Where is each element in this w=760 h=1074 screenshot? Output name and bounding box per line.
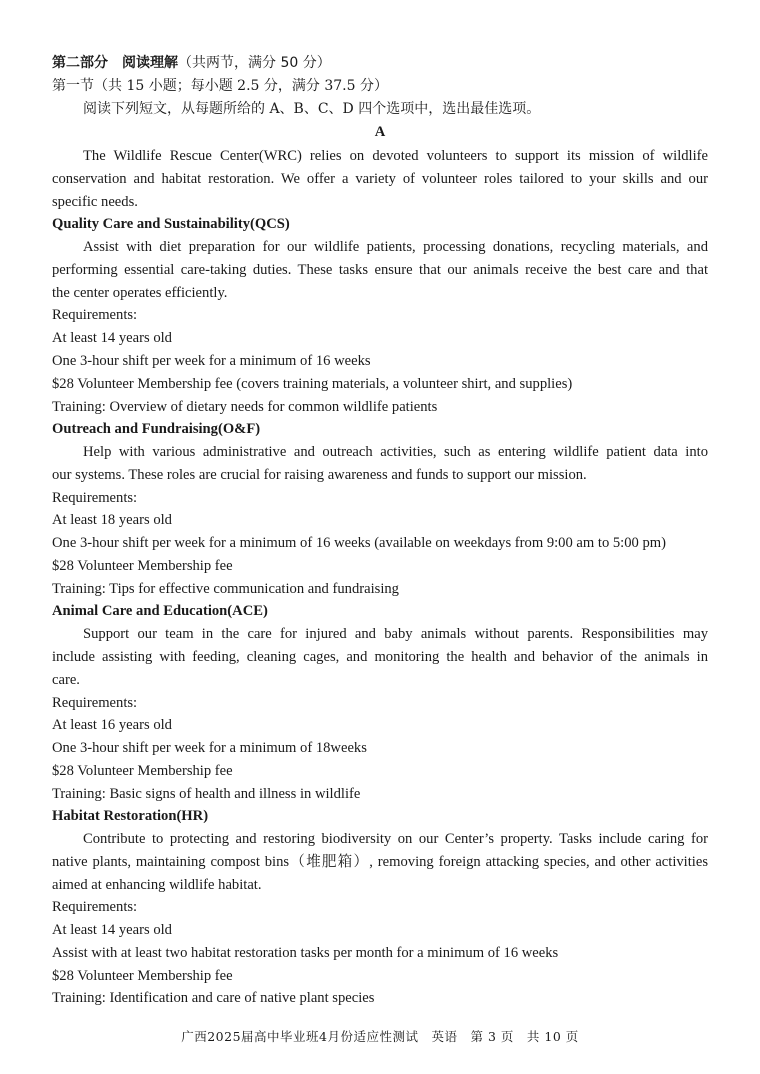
role-heading: Habitat Restoration(HR) <box>52 808 209 824</box>
role-desc-line: native plants, maintaining compost bins（堆肥箱）, removing foreign attacking species, and other activities <box>52 854 708 870</box>
role-heading: Animal Care and Education(ACE) <box>52 603 268 619</box>
requirement-item: At least 14 years old <box>52 922 172 938</box>
requirement-item: Training: Tips for effective communication and fundraising <box>52 581 399 597</box>
requirement-item: $28 Volunteer Membership fee (covers training materials, a volunteer shirt, and supplies) <box>52 376 573 392</box>
role-desc-line: Support our team in the care for injured and baby animals without parents. Responsibilities may <box>83 626 708 642</box>
requirements-label: Requirements: <box>52 307 138 323</box>
requirement-item: At least 18 years old <box>52 512 172 528</box>
role-desc-line: our systems. These roles are crucial for raising awareness and funds to support our mission. <box>52 467 587 483</box>
instruction: 阅读下列短文，从每题所给的 A、B、C、D 四个选项中，选出最佳选项。 <box>83 101 541 117</box>
passage-label: A <box>374 124 386 140</box>
requirement-item: $28 Volunteer Membership fee <box>52 558 233 574</box>
intro-line: conservation and habitat restoration. We offer a variety of volunteer roles tailored to your skills and our <box>52 171 708 187</box>
role-desc-line: performing essential care-taking duties. These tasks ensure that our animals receive the best care and that <box>52 262 708 278</box>
requirement-item: $28 Volunteer Membership fee <box>52 763 233 779</box>
role-desc-line: Contribute to protecting and restoring biodiversity on our Center’s property. Tasks include caring for <box>83 831 708 847</box>
role-desc-line: Assist with diet preparation for our wildlife patients, processing donations, recycling materials, and <box>83 239 708 255</box>
requirement-item: One 3-hour shift per week for a minimum of 18weeks <box>52 740 367 756</box>
requirement-item: Training: Basic signs of health and illness in wildlife <box>52 786 361 802</box>
role-desc-line: include assisting with feeding, cleaning cages, and monitoring the health and behavior of the animals in <box>52 649 708 665</box>
intro-line: The Wildlife Rescue Center(WRC) relies on devoted volunteers to support its mission of wildlife <box>83 148 708 164</box>
requirement-item: Training: Overview of dietary needs for common wildlife patients <box>52 399 438 415</box>
part-heading <box>52 52 708 75</box>
requirements-label: Requirements: <box>52 899 138 915</box>
role-heading: Outreach and Fundraising(O&F) <box>52 421 261 437</box>
requirement-item: Training: Identification and care of native plant species <box>52 990 375 1006</box>
section-heading: 第一节（共 15 小题；每小题 2.5 分，满分 37.5 分） <box>52 78 388 94</box>
requirement-item: Assist with at least two habitat restoration tasks per month for a minimum of 16 weeks <box>52 945 559 961</box>
part-title: 第二部分 阅读理解 <box>52 55 178 71</box>
requirement-item: One 3-hour shift per week for a minimum of 16 weeks (available on weekdays from 9:00 am to 5:00 pm) <box>52 535 666 551</box>
page-footer: 广西2025届高中毕业班4月份适应性测试 英语 第 3 页 共 10 页 <box>181 1029 579 1044</box>
role-desc-line: the center operates efficiently. <box>52 285 228 301</box>
requirement-item: $28 Volunteer Membership fee <box>52 968 233 984</box>
intro-line: specific needs. <box>52 194 138 210</box>
requirement-item: At least 16 years old <box>52 717 172 733</box>
requirement-item: One 3-hour shift per week for a minimum of 16 weeks <box>52 353 371 369</box>
requirements-label: Requirements: <box>52 490 138 506</box>
role-desc-line: aimed at enhancing wildlife habitat. <box>52 877 262 893</box>
requirement-item: At least 14 years old <box>52 330 172 346</box>
role-desc-line: care. <box>52 672 80 688</box>
role-desc-line: Help with various administrative and outreach activities, such as entering wildlife patient data into <box>83 444 708 460</box>
role-heading: Quality Care and Sustainability(QCS) <box>52 216 290 232</box>
part-title-note: （共两节，满分 50 分） <box>178 55 331 71</box>
requirements-label: Requirements: <box>52 695 138 711</box>
